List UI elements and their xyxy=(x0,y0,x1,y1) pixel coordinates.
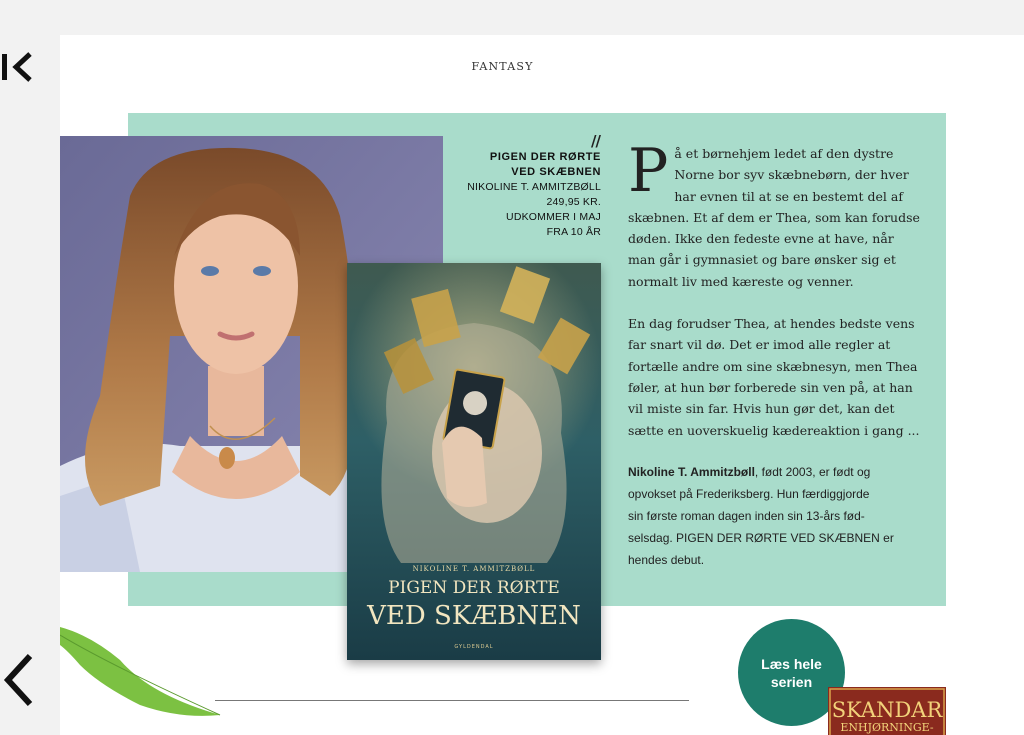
author-bio: Nikoline T. Ammitzbøll, født 2003, er født og opvokset på Frederiksberg. Hun færdiggjorde sin første roman dagen inden sin 13-års fød- selsdag. PIGEN DER RØRTE VED SKÆBNEN er hendes debut. xyxy=(628,465,894,567)
read-series-button[interactable]: Læs hele serien xyxy=(738,619,845,726)
next-book-cover[interactable] xyxy=(828,687,946,735)
chevron-left-icon[interactable] xyxy=(0,652,40,708)
article-paragraph-1: På et børnehjem ledet af den dystre Norne bor syv skæbnebørn, der hver har evnen til at se en bestemt del af skæbnen. Et af dem er Thea, som kan forudse døden. Ikke den fedeste evne at have, når man går i gymnasiet og bare ønsker sig et normalt liv med kæreste og venner. xyxy=(628,136,920,289)
book-age: FRA 10 ÅR xyxy=(546,226,601,238)
bio-author-name: Nikoline T. Ammitzbøll xyxy=(628,465,755,479)
book-release: UDKOMMER I MAJ xyxy=(506,211,601,223)
article-paragraph-2: En dag forudser Thea, at hendes bedste vens far snart vil dø. Det er imod alle regler at fortælle andre om sine skæbnesyn, men Thea føler, at hun bør forberede sin ven på, at han vil miste sin far. Hvis hun gør det, kan det sætte en uoverskuelig kædereaktion i gang ... xyxy=(628,316,920,438)
cover-title-line2: VED SKÆBNEN xyxy=(367,601,581,631)
cover-publisher: GYLDENDAL xyxy=(454,644,494,650)
divider-line xyxy=(215,700,689,701)
article-body xyxy=(628,136,920,462)
decorative-slashes: // xyxy=(591,132,600,150)
cover-title-line1: PIGEN DER RØRTE xyxy=(388,578,560,598)
book-meta xyxy=(448,150,601,240)
dropcap: P xyxy=(628,136,669,206)
book-title-line1: PIGEN DER RØRTE xyxy=(489,151,601,163)
cover-artwork xyxy=(347,263,601,660)
book-author: NIKOLINE T. AMMITZBØLL xyxy=(467,181,601,193)
book-cover[interactable] xyxy=(347,263,601,660)
leaf-illustration xyxy=(60,615,230,725)
next-book-artwork xyxy=(828,687,946,735)
book-price: 249,95 KR. xyxy=(546,196,601,208)
book-title-line2: VED SKÆBNEN xyxy=(511,166,601,178)
next-book-subtitle: ENHJØRNINGE- xyxy=(840,721,934,734)
next-book-title: SKANDAR xyxy=(831,698,943,722)
section-label: FANTASY xyxy=(471,60,534,73)
cover-author: NIKOLINE T. AMMITZBØLL xyxy=(412,565,536,573)
